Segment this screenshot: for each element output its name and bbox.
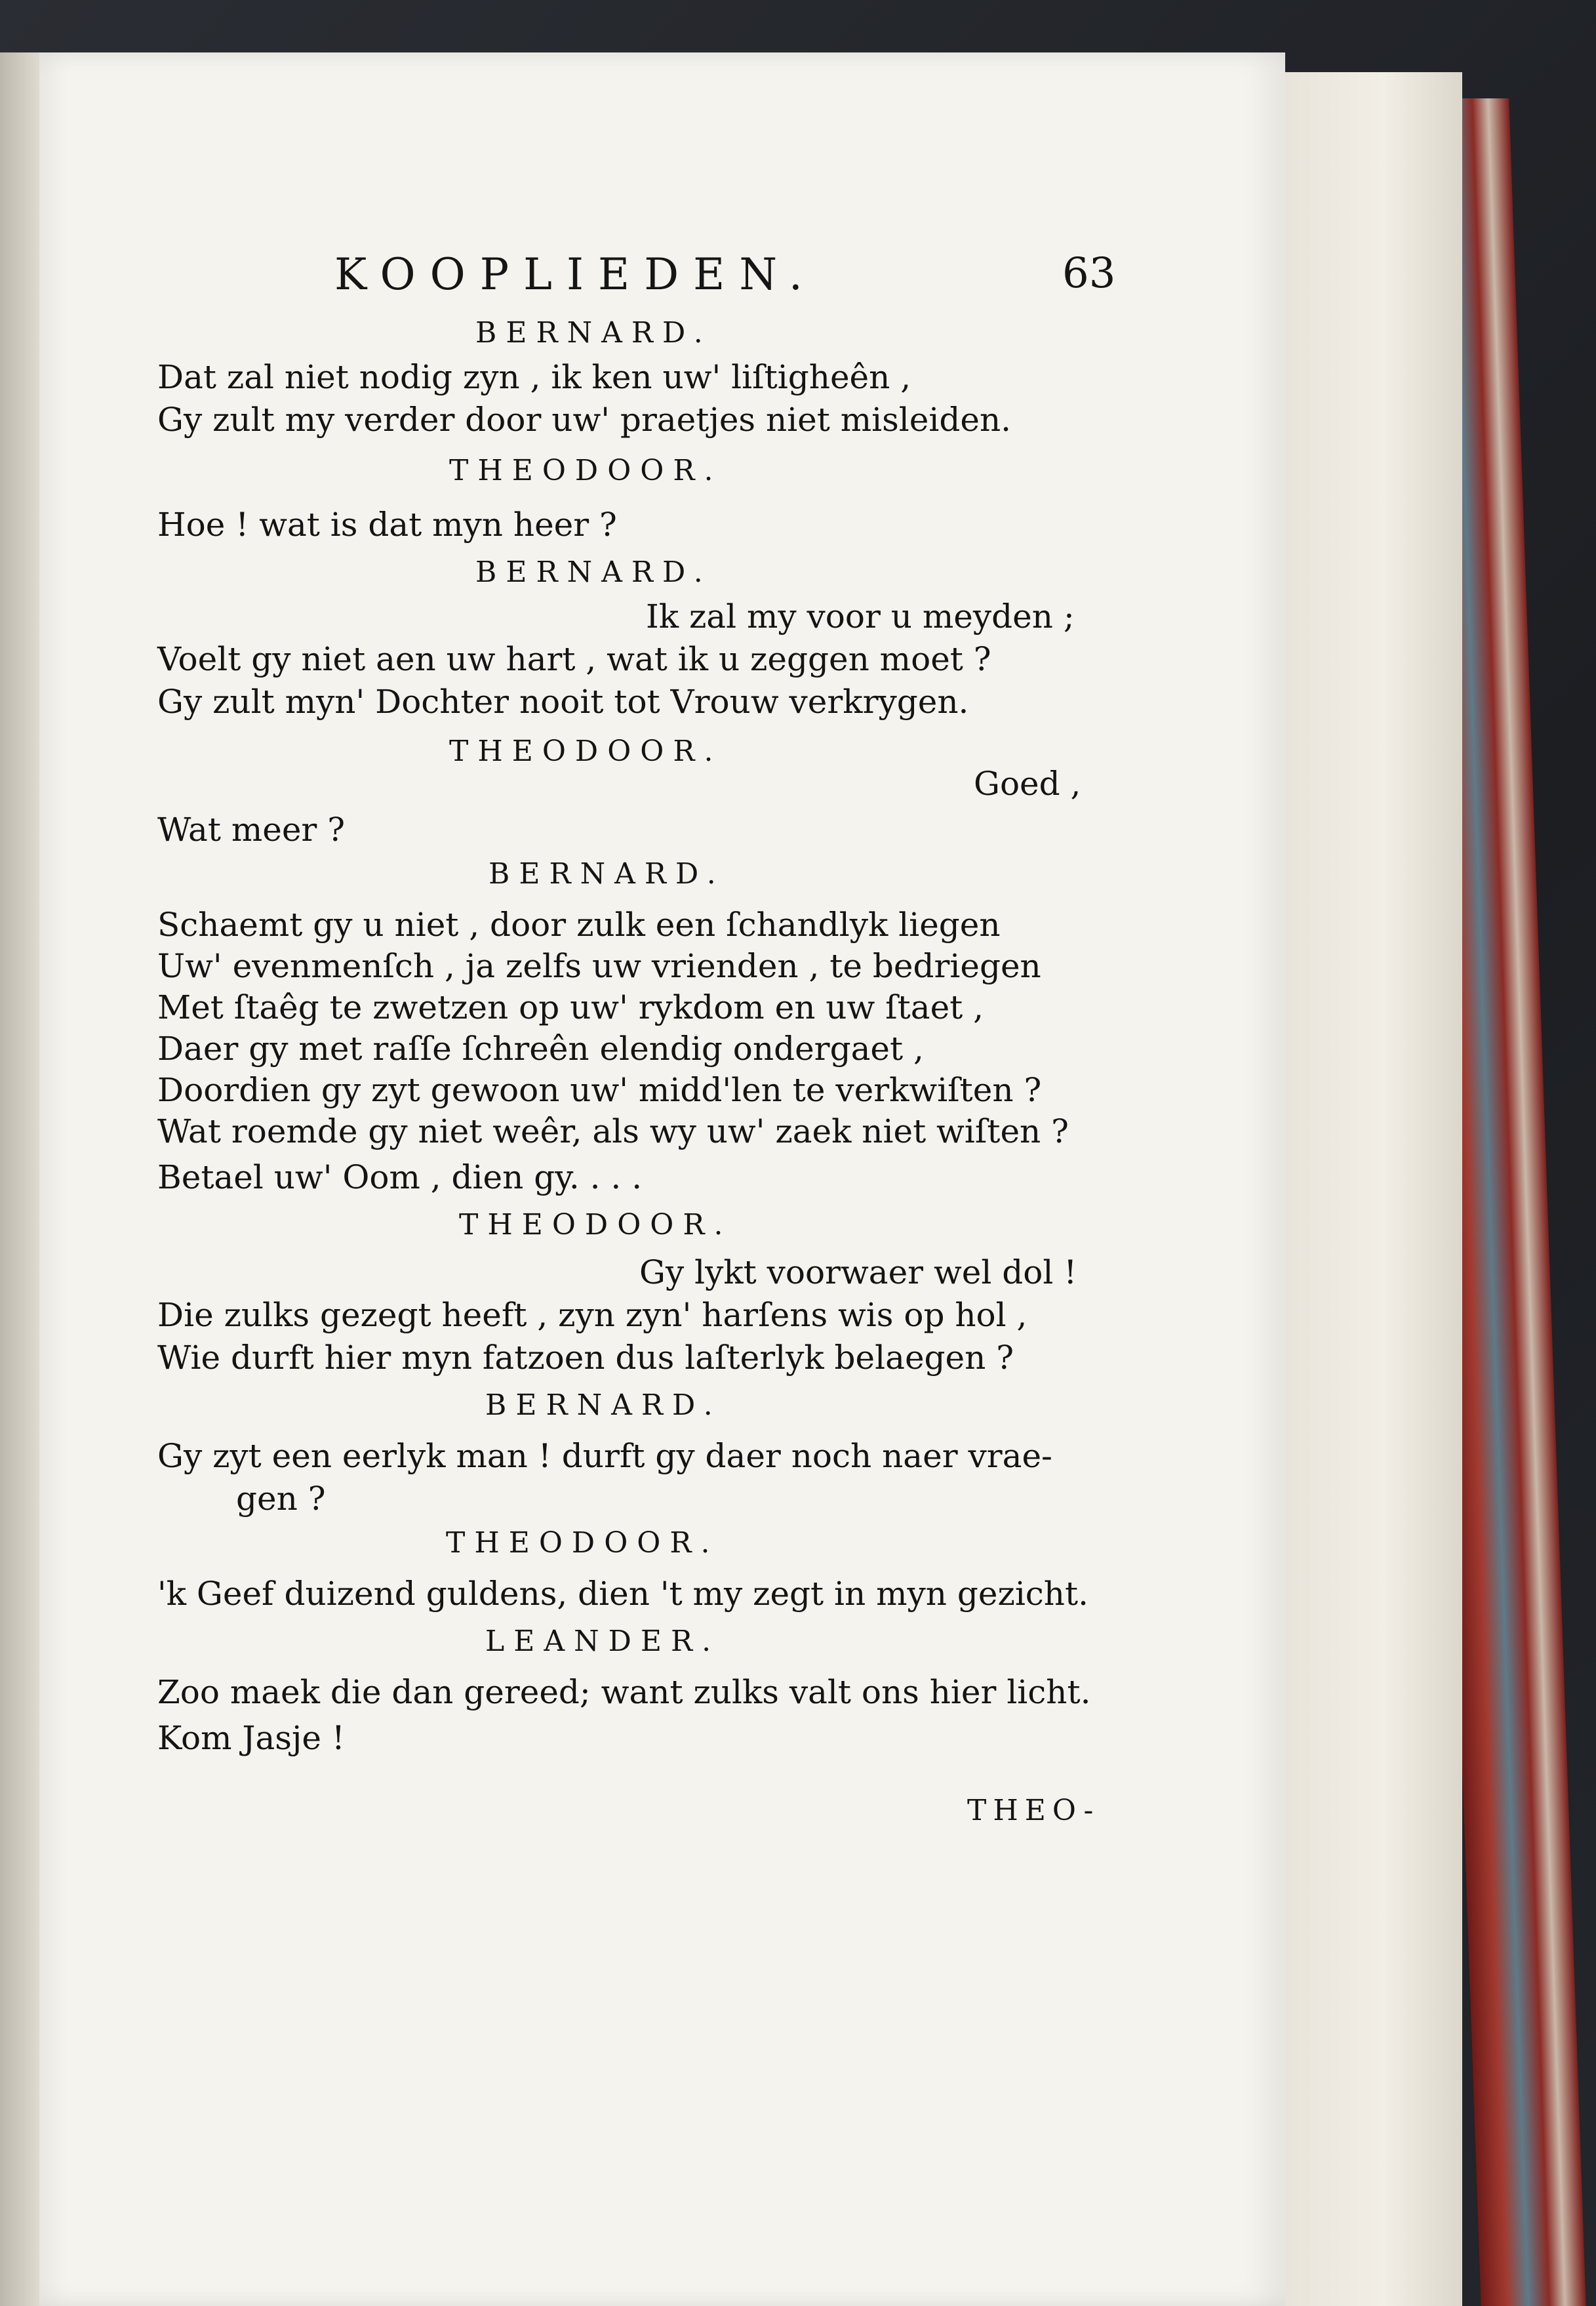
verse-line: Wat roemde gy niet weêr, als wy uw' zaek niet wiſten ? [157, 1112, 1069, 1150]
verse-line: gen ? [236, 1480, 326, 1518]
speaker-heading: BERNARD. [485, 1388, 722, 1422]
verse-line: Ik zal my voor u meyden ; [646, 597, 1075, 636]
verse-line: Goed , [974, 765, 1081, 803]
verse-line: Daer gy met raſſe ſchreên elendig ondergaet , [157, 1030, 924, 1068]
verse-line: Dat zal niet nodig zyn , ik ken uw' liſtigheên , [157, 358, 911, 396]
verse-line: Doordien gy zyt gewoon uw' midd'len te verkwiſten ? [157, 1071, 1042, 1109]
verse-line: 'k Geef duizend guldens, dien 't my zegt in myn gezicht. [157, 1575, 1088, 1613]
verse-line: Betael uw' Oom , dien gy. . . . [157, 1158, 643, 1196]
speaker-heading: BERNARD. [475, 556, 712, 589]
verse-line: Voelt gy niet aen uw hart , wat ik u zeggen moet ? [157, 640, 991, 678]
verse-line: Uw' evenmenſch , ja zelfs uw vrienden , te bedriegen [157, 947, 1041, 985]
book-page [39, 52, 1285, 2306]
speaker-heading: THEODOOR. [449, 454, 723, 487]
verse-line: Kom Jasje ! [157, 1719, 346, 1757]
verse-line: Hoe ! wat is dat myn heer ? [157, 506, 617, 544]
verse-line: Zoo maek die dan gereed; want zulks valt ons hier licht. [157, 1673, 1091, 1711]
verse-line: Gy zyt een eerlyk man ! durft gy daer noch naer vrae- [157, 1437, 1052, 1475]
verse-line: Wie durft hier myn fatzoen dus laſterlyk belaegen ? [157, 1339, 1014, 1377]
speaker-heading: BERNARD. [475, 316, 712, 350]
speaker-heading: THEODOOR. [459, 1208, 732, 1242]
verse-line: Gy zult myn' Dochter nooit tot Vrouw verkrygen. [157, 683, 969, 721]
verse-line: Wat meer ? [157, 811, 346, 849]
verse-line: Schaemt gy u niet , door zulk een ſchandlyk liegen [157, 906, 1001, 944]
verse-line: Die zulks gezegt heeft , zyn zyn' harſens wis op hol , [157, 1296, 1027, 1334]
speaker-heading: THEODOOR. [446, 1526, 719, 1560]
speaker-heading: BERNARD. [489, 857, 725, 891]
page-stack-edge [1266, 72, 1462, 2306]
page-number: 63 [1062, 249, 1116, 298]
verse-line: Met ſtaêg te zwetzen op uw' rykdom en uw ſtaet , [157, 988, 984, 1026]
verse-line: Gy lykt voorwaer wel dol ! [639, 1253, 1077, 1291]
running-title: KOOPLIEDEN. [334, 249, 817, 300]
catchword: THEO- [967, 1794, 1100, 1827]
speaker-heading: THEODOOR. [449, 735, 723, 768]
speaker-heading: LEANDER. [485, 1625, 721, 1658]
verse-line: Gy zult my verder door uw' praetjes niet misleiden. [157, 401, 1012, 439]
